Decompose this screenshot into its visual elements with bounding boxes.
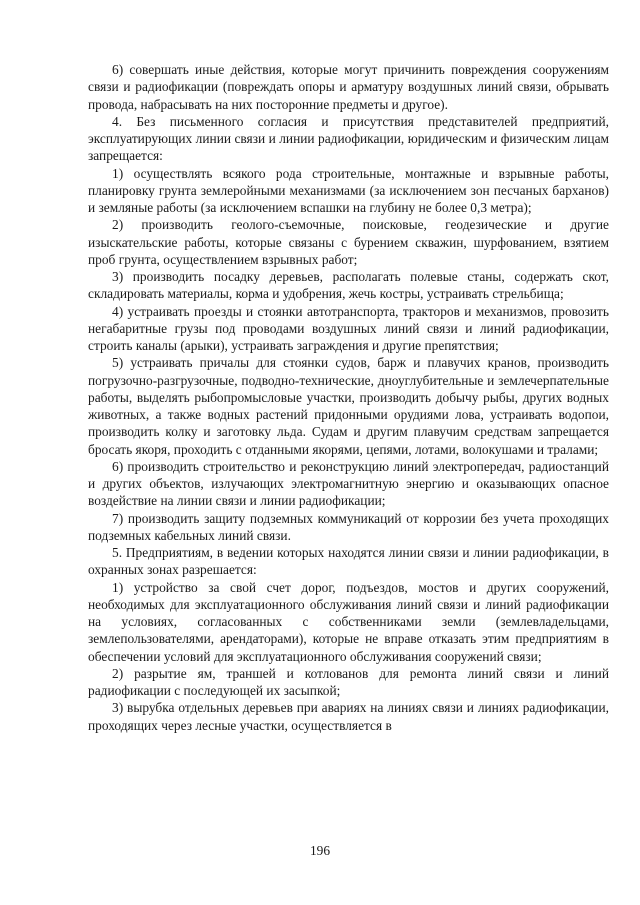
- paragraph-item-1-construction: 1) осуществлять всякого рода строительные, монтажные и взрывные работы, планировку грунта землеройными механизмами (за исключением зон песчаных барханов) и земляные работы (за исключением вспашки на глубину не более 0,3 метра);: [88, 165, 609, 215]
- paragraph-section-5: 5. Предприятиям, в ведении которых находятся линии связи и линии радиофикации, в охранных зонах разрешается:: [88, 545, 609, 578]
- paragraph-item-6-damage: 6) совершать иные действия, которые могут причинить повреждения сооружениям связи и радиофикации (повреждать опоры и арматуру воздушных линий связи, обрывать провода, набрасывать на них посторонние предметы и другое).: [88, 62, 609, 112]
- paragraph-allowed-3-tree-cutting: 3) вырубка отдельных деревьев при авариях на линиях связи и линиях радиофикации, проходящих через лесные участки, осуществляется в: [88, 700, 609, 733]
- paragraph-item-5-moorings: 5) устраивать причалы для стоянки судов, барж и плавучих кранов, производить погрузочно-разгрузочные, подводно-технические, дноуглубительные и землечерпательные работы, выделять рыбопромысловые участки, производить добычу рыбы, других водных животных, а также водных растений придонными орудиями лова, устраивать водопои, производить колку и заготовку льда. Судам и другим плавучим средствам запрещается бросать якоря, проходить с отданными якорями, цепями, лотами, волокушами и тралами;: [88, 355, 609, 457]
- paragraph-item-6-power-lines: 6) производить строительство и реконструкцию линий электропередач, радиостанций и других объектов, излучающих электромагнитную энергию и оказывающих опасное воздействие на линии связи и линии радиофикации;: [88, 458, 609, 509]
- paragraph-item-4-driveways: 4) устраивать проезды и стоянки автотранспорта, тракторов и механизмов, провозить негабаритные грузы под проводами воздушных линий связи и линий радиофикации, строить каналы (арыки), устраивать заграждения и другие препятствия;: [88, 303, 609, 353]
- paragraph-section-4: 4. Без письменного согласия и присутствия представителей предприятий, эксплуатирующих линии связи и линии радиофикации, юридическим и физическим лицам запрещается:: [88, 113, 609, 164]
- paragraph-item-7-corrosion: 7) производить защиту подземных коммуникаций от коррозии без учета проходящих подземных кабельных линий связи.: [88, 510, 609, 543]
- document-body: [88, 61, 609, 734]
- paragraph-allowed-1-roads: 1) устройство за свой счет дорог, подъездов, мостов и других сооружений, необходимых для эксплуатационного обслуживания линий связи и линий радиофикации на условиях, согласованных с собственниками земли (землевладельцами, землепользователями, арендаторами), которые не вправе отказать этим предприятиям в обеспечении условий для эксплуатационного обслуживания сооружений связи;: [88, 579, 609, 664]
- paragraph-item-2-survey: 2) производить геолого-съемочные, поисковые, геодезические и другие изыскательские работы, которые связаны с бурением скважин, шурфованием, взятием проб грунта, осуществлением взрывных работ;: [88, 217, 609, 267]
- paragraph-allowed-2-digging: 2) разрытие ям, траншей и котлованов для ремонта линий связи и линий радиофикации с последующей их засыпкой;: [88, 665, 609, 698]
- page-number: 196: [309, 843, 331, 858]
- paragraph-item-3-planting: 3) производить посадку деревьев, располагать полевые станы, содержать скот, складировать материалы, корма и удобрения, жечь костры, устраивать стрельбища;: [88, 269, 609, 302]
